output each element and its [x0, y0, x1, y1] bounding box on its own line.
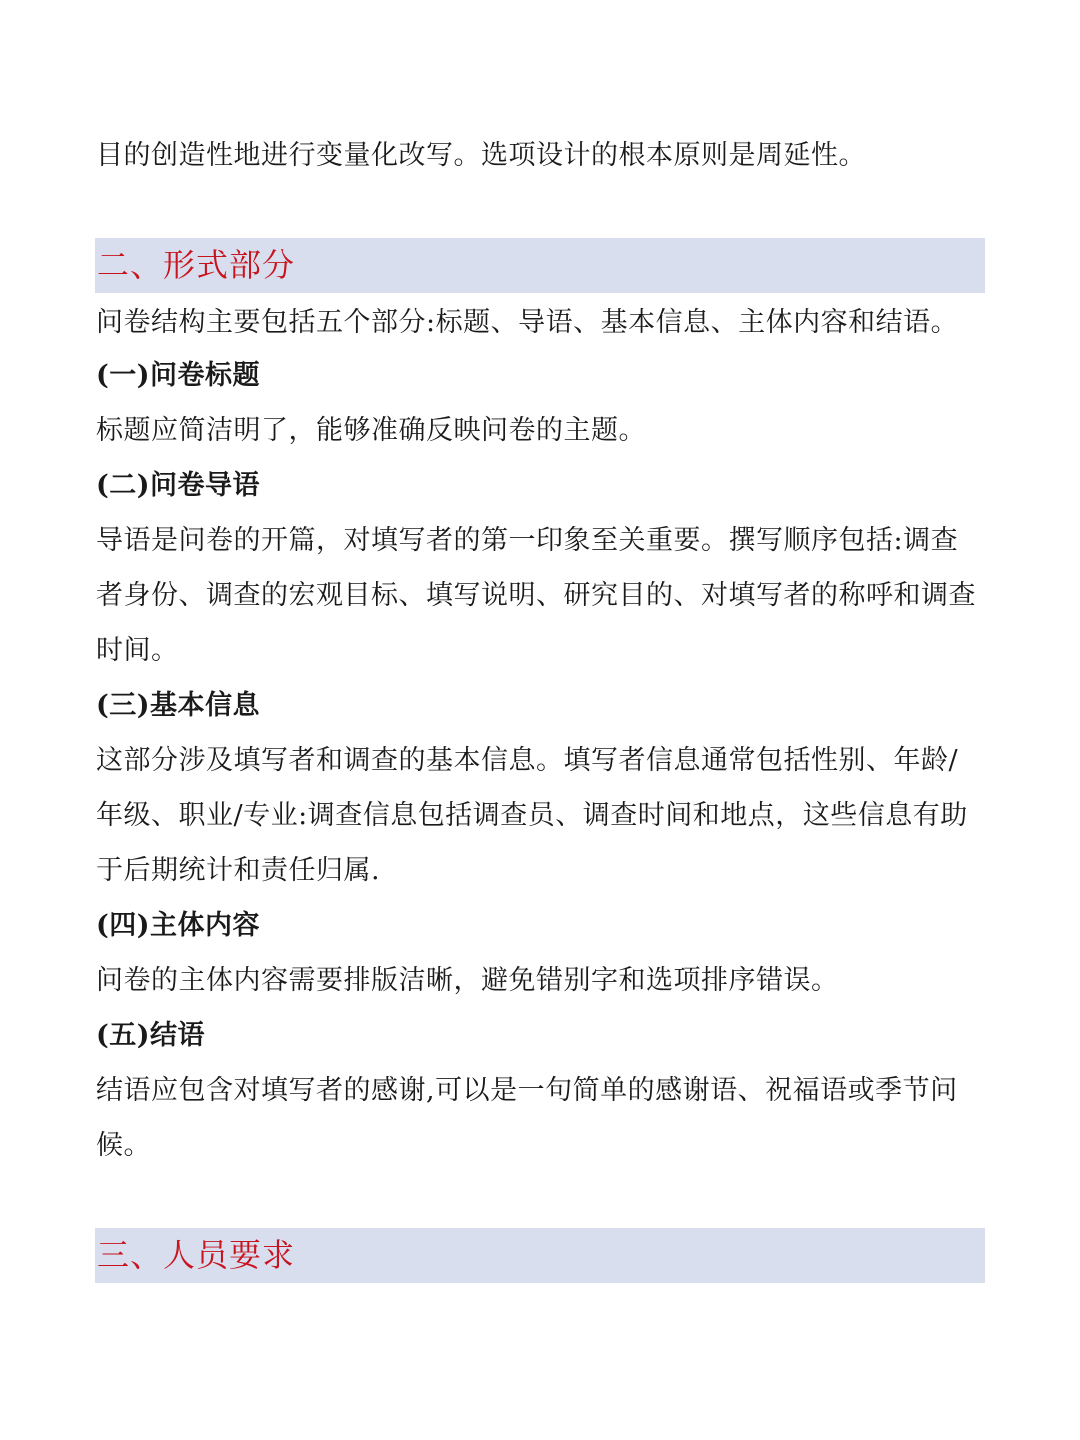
- subheading-main-content: (四)主体内容: [96, 910, 261, 941]
- section-header-band: [95, 238, 985, 293]
- section-header-band: [95, 1228, 985, 1283]
- paragraph-basic-info-line: 年级、职业/专业:调查信息包括调查员、调查时间和地点，这些信息有助: [96, 800, 968, 831]
- subheading-basic-info: (三)基本信息: [96, 690, 261, 721]
- paragraph-intro-line: 时间。: [96, 635, 179, 666]
- paragraph-intro-tail: 目的创造性地进行变量化改写。选项设计的根本原则是周延性。: [96, 140, 866, 171]
- paragraph-basic-info-line: 这部分涉及填写者和调查的基本信息。填写者信息通常包括性别、年龄/: [96, 745, 959, 776]
- subheading-intro: (二)问卷导语: [96, 470, 261, 501]
- paragraph-closing-line: 结语应包含对填写者的感谢,可以是一句简单的感谢语、祝福语或季节问: [96, 1075, 958, 1106]
- section-title: 三、人员要求: [97, 1236, 296, 1274]
- section-title: 二、形式部分: [97, 246, 296, 284]
- paragraph-title: 标题应简洁明了，能够准确反映问卷的主题。: [96, 415, 646, 446]
- subheading-closing: (五)结语: [96, 1020, 206, 1051]
- section-intro: 问卷结构主要包括五个部分:标题、导语、基本信息、主体内容和结语。: [96, 307, 959, 338]
- paragraph-intro-line: 者身份、调查的宏观目标、填写说明、研究目的、对填写者的称呼和调查: [96, 580, 976, 611]
- paragraph-intro-line: 导语是问卷的开篇，对填写者的第一印象至关重要。撰写顺序包括:调查: [96, 525, 959, 556]
- subheading-title: (一)问卷标题: [96, 360, 261, 391]
- paragraph-main-content: 问卷的主体内容需要排版洁晰，避免错别字和选项排序错误。: [96, 965, 839, 996]
- paragraph-closing-line: 候。: [96, 1130, 151, 1161]
- paragraph-basic-info-line: 于后期统计和责任归属.: [96, 855, 381, 886]
